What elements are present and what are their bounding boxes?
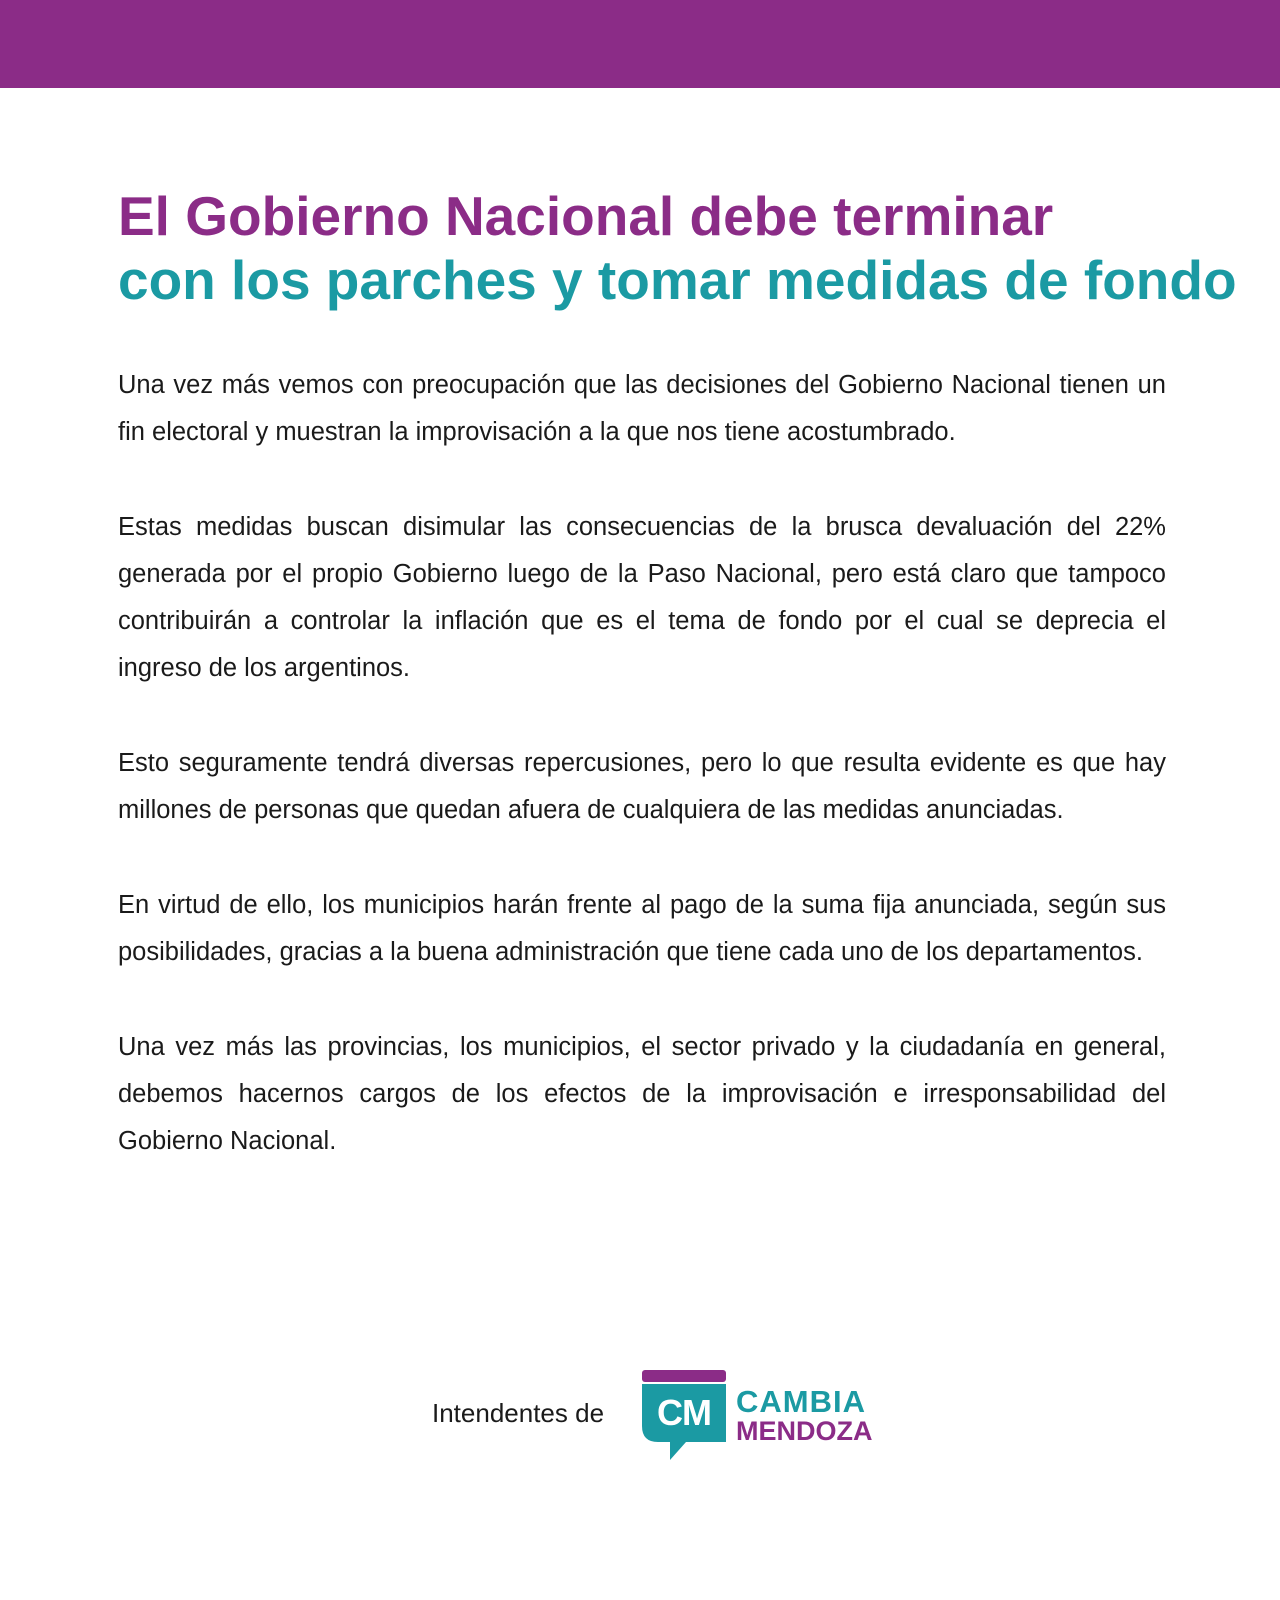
signature-footer (0, 1370, 1280, 1460)
logo-initials: CM (657, 1392, 711, 1433)
top-color-band (0, 0, 1280, 88)
cm-logo-icon (640, 1370, 728, 1460)
paragraph-1: Una vez más vemos con preocupación que las decisiones del Gobierno Nacional tienen un fin electoral y muestran la improvisación a la que nos tiene acostumbrado. (118, 371, 1166, 446)
headline (118, 184, 1237, 312)
cambia-mendoza-logo (640, 1370, 880, 1460)
statement-body (118, 362, 1166, 1213)
headline-line-1: El Gobierno Nacional debe terminar (118, 185, 1054, 247)
paragraph-2: Estas medidas buscan disimular las consecuencias de la brusca devaluación del 22% generada por el propio Gobierno luego de la Paso Nacional, pero está claro que tampoco contribuirán a controlar la inflación que es el tema de fondo por el cual se deprecia el ingreso de los argentinos. (118, 513, 1166, 682)
headline-line-2: con los parches y tomar medidas de fondo (118, 249, 1237, 311)
paragraph-4: En virtud de ello, los municipios harán frente al pago de la suma fija anunciada, según sus posibilidades, gracias a la buena administración que tiene cada uno de los departamentos. (118, 891, 1166, 966)
paragraph-5: Una vez más las provincias, los municipios, el sector privado y la ciudadanía en general, debemos hacernos cargos de los efectos de la improvisación e irresponsabilidad del Gobierno Nacional. (118, 1033, 1166, 1155)
footer-prefix-text: Intendentes de (432, 1398, 605, 1428)
logo-word-cambia: CAMBIA (736, 1384, 866, 1419)
logo-word-mendoza: MENDOZA (736, 1416, 873, 1446)
paragraph-3: Esto seguramente tendrá diversas repercusiones, pero lo que resulta evidente es que hay millones de personas que quedan afuera de cualquiera de las medidas anunciadas. (118, 749, 1166, 824)
